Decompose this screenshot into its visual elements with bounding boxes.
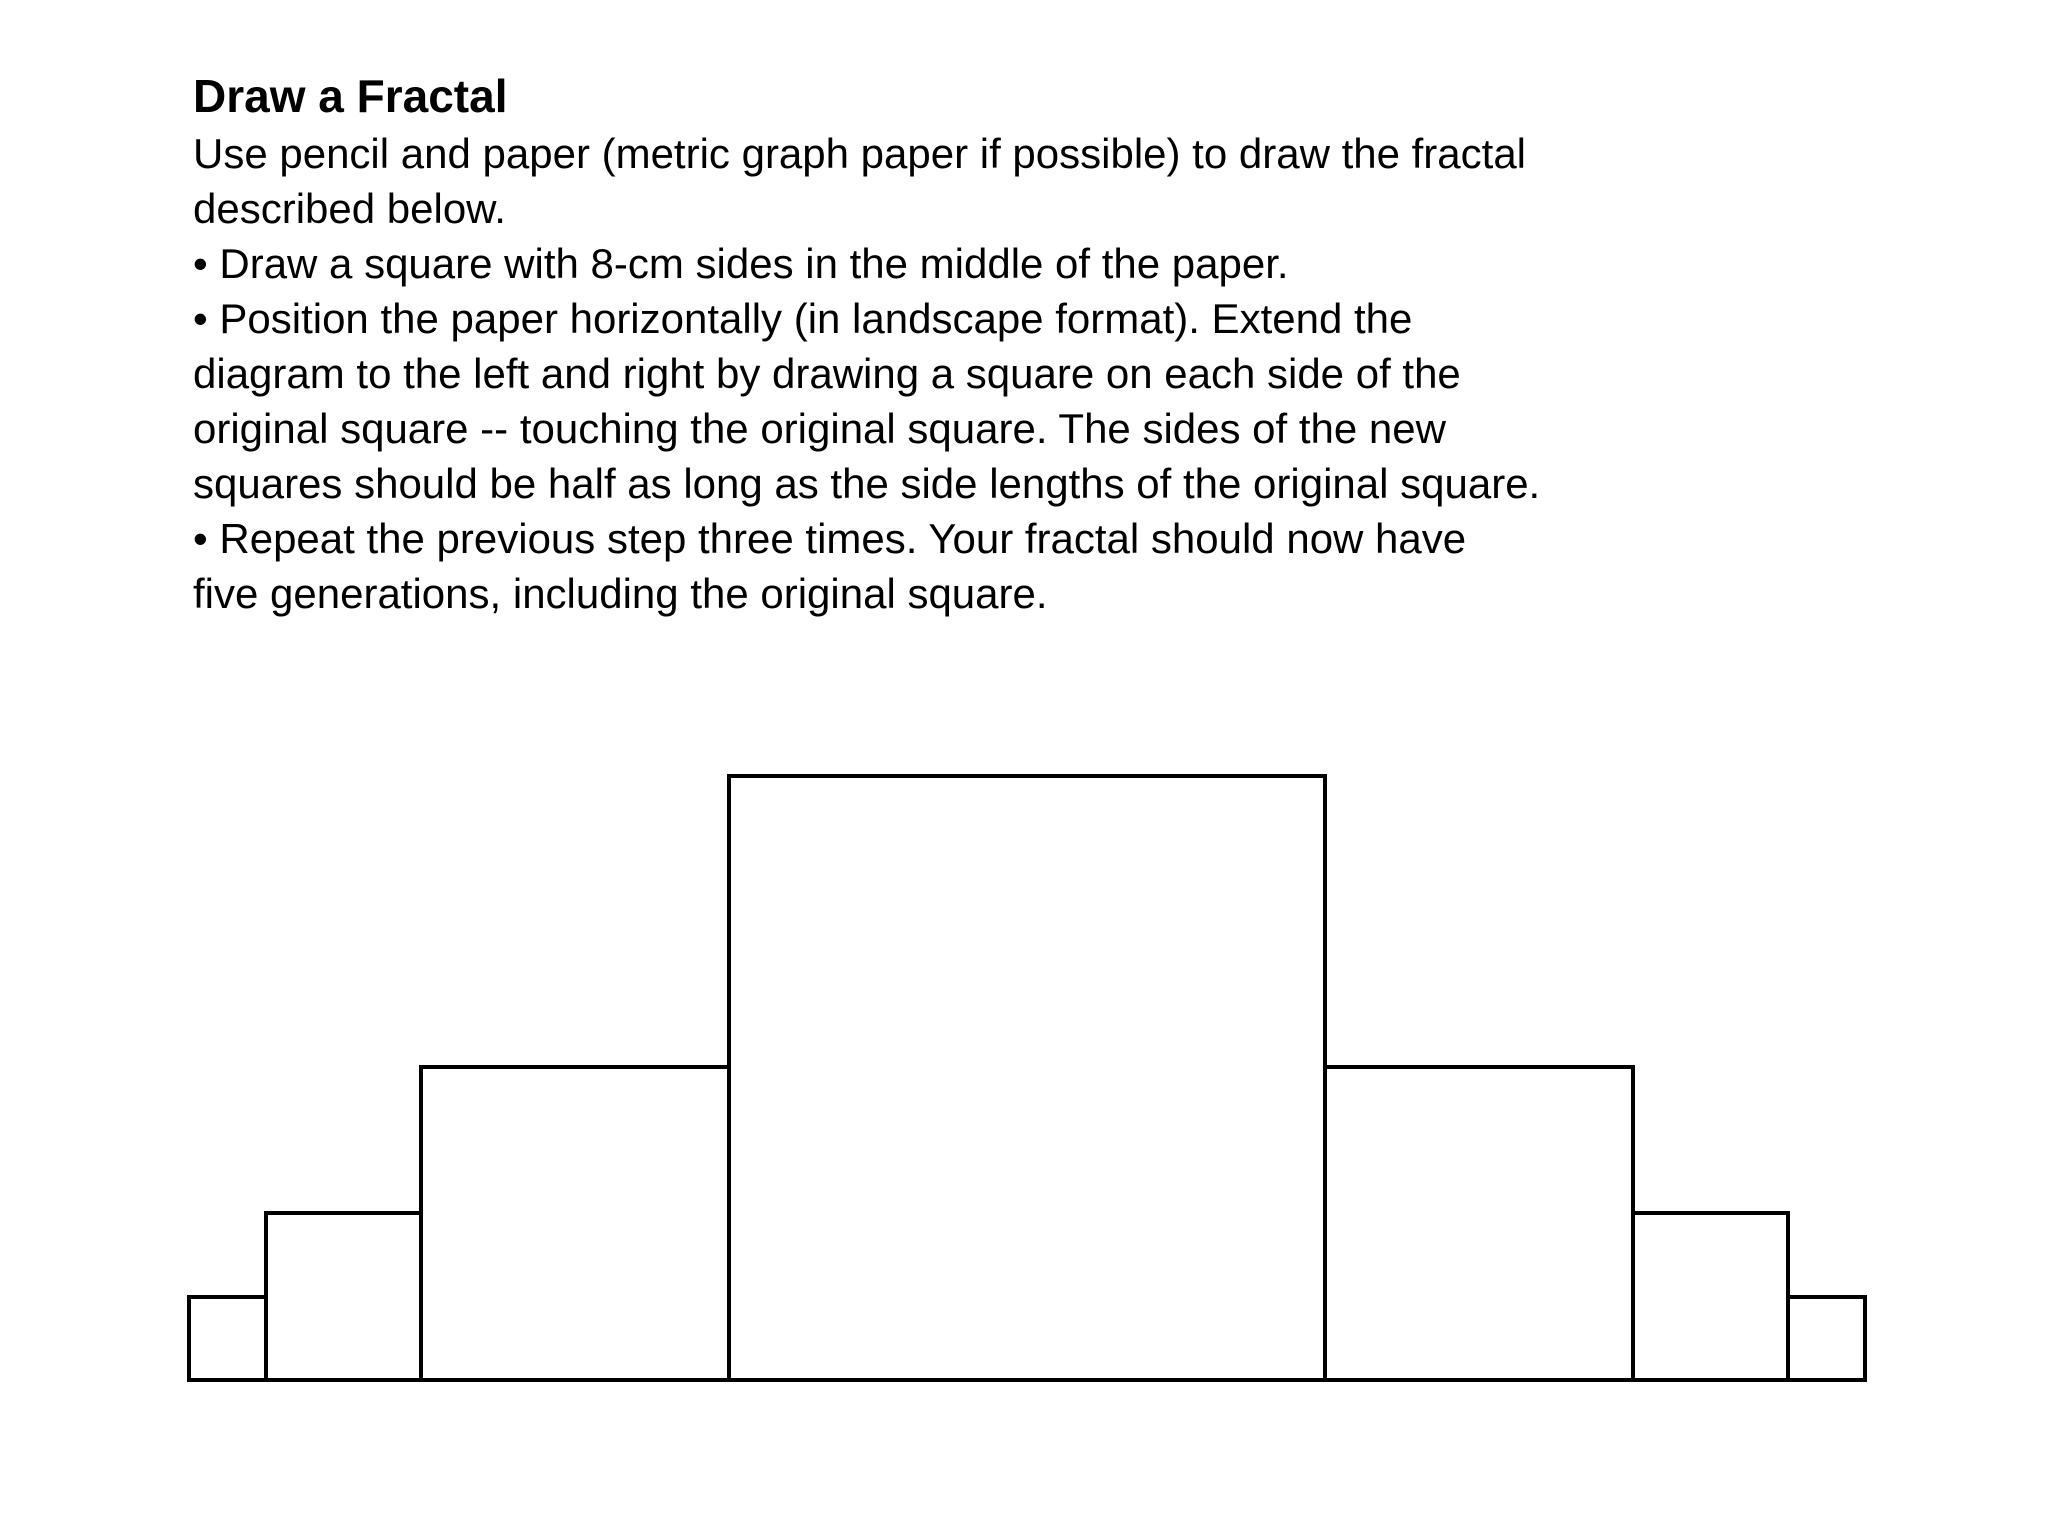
fractal-square-gen3-right bbox=[1633, 1213, 1788, 1380]
fractal-square-gen2-right bbox=[1325, 1067, 1633, 1380]
step-2: • Position the paper horizontally (in landscape format). Extend the diagram to the left and right by drawing a square on each side of the original square -- touching the original square. The sides of the new squares should be half as long as the side lengths of the original square. bbox=[193, 295, 1541, 507]
step-1: • Draw a square with 8-cm sides in the middle of the paper. bbox=[193, 240, 1289, 287]
fractal-square-gen4-left bbox=[189, 1297, 266, 1380]
fractal-square-gen1-center bbox=[729, 776, 1325, 1380]
fractal-square-gen2-left bbox=[421, 1067, 729, 1380]
page-title: Draw a Fractal bbox=[193, 70, 508, 122]
fractal-square-gen3-left bbox=[266, 1213, 421, 1380]
intro-text: Use pencil and paper (metric graph paper if possible) to draw the fractal described below. bbox=[193, 130, 1527, 232]
fractal-square-gen4-right bbox=[1788, 1297, 1865, 1380]
step-3: • Repeat the previous step three times. Your fractal should now have five generations, including the original square. bbox=[193, 515, 1467, 617]
